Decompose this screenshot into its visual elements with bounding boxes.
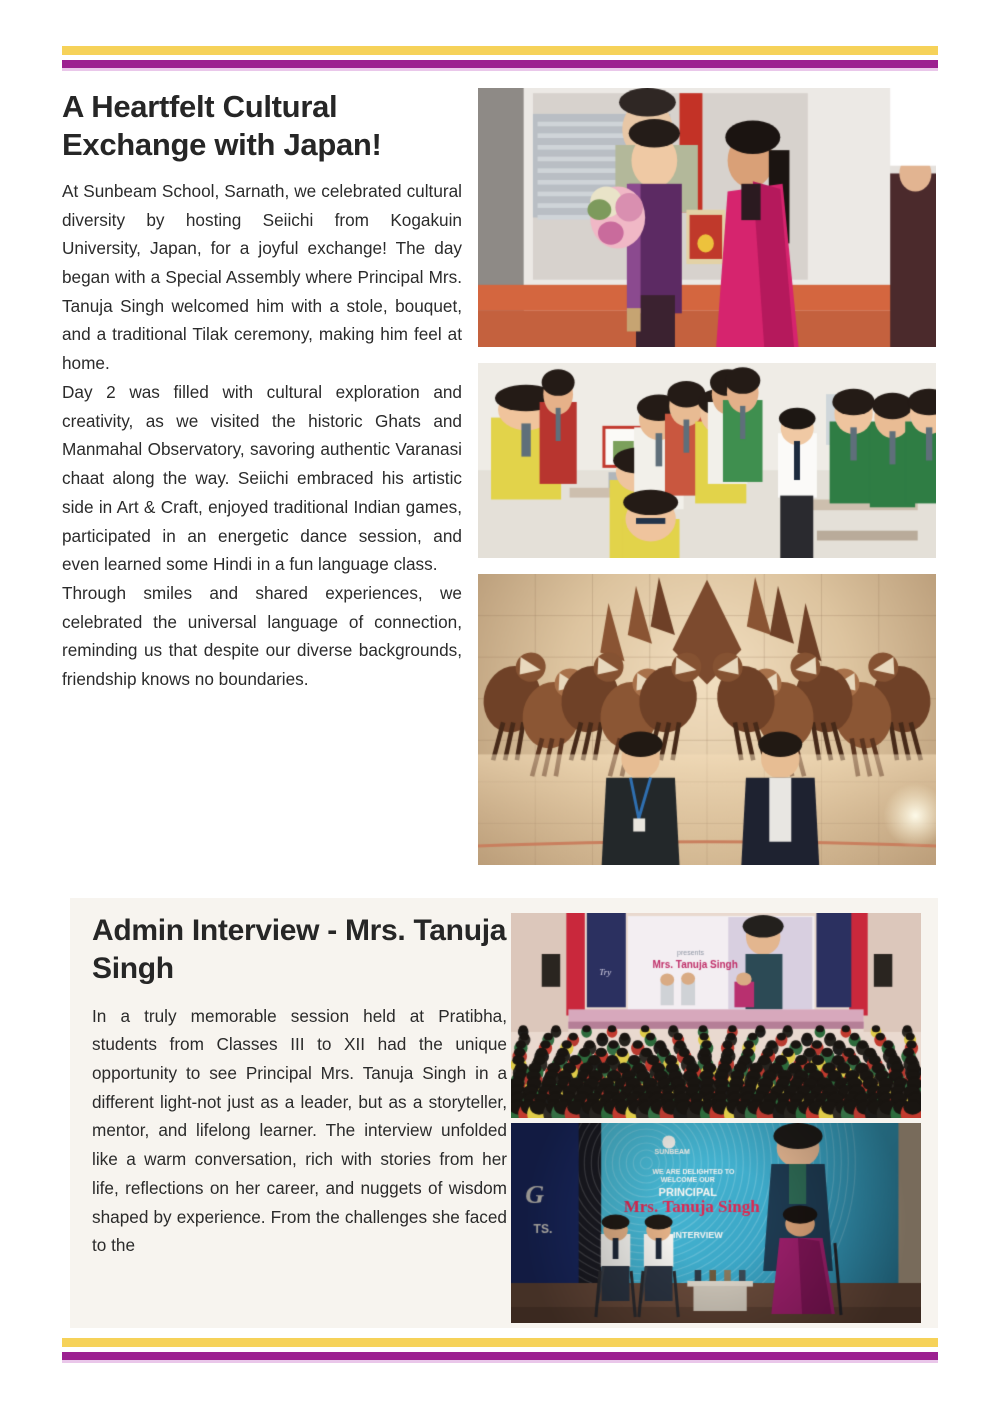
horse-sculpture-photo — [478, 574, 936, 865]
top-decorative-rules — [62, 46, 938, 71]
article-one-headline: A Heartfelt Cultural Exchange with Japan! — [62, 89, 382, 163]
yellow-rule-bottom — [62, 1338, 938, 1347]
article-one-paragraph: At Sunbeam School, Sarnath, we celebrated cultural diversity by hosting Seiichi from Kogakuin University, Japan, for a joyful exchange! The day began with a Special Assembly where Principal Mrs. Tanuja Singh welcomed him with a stole, bouquet, and a traditional Tilak ceremony, making him feel at home. — [62, 180, 462, 374]
article-two-photo-column — [511, 913, 921, 1323]
article-two-paragraph: In a truly memorable session held at Pratibha, students from Classes III to XII had the unique opportunity to see Principal Mrs. Tanuja Singh in a different light-not just as a leader, but as a storyteller, mentor, and lifelong learner. The interview unfolded like a warm conversation, rich with stories from her life, reflections on her career, and nuggets of wisdom shaped by experience. From the challenges she faced to the — [92, 1005, 507, 1256]
article-two-text-column — [92, 912, 507, 1260]
article-one-paragraph: Through smiles and shared experiences, we celebrated the universal language of connection, reminding us that despite our diverse backgrounds, friendship knows no boundaries. — [62, 582, 462, 690]
welcome-ceremony-photo — [478, 88, 936, 347]
article-one-photo-column — [478, 88, 936, 865]
auditorium-audience-photo — [511, 913, 921, 1118]
purple-rule-top — [62, 60, 938, 71]
classroom-visit-photo — [478, 363, 936, 558]
purple-rule-bottom — [62, 1352, 938, 1363]
bottom-decorative-rules — [62, 1338, 938, 1363]
article-one-paragraph: Day 2 was filled with cultural exploration and creativity, as we visited the historic Ghats and Manmahal Observatory, savoring authentic Varanasi chaat along the way. Seiichi embraced his artistic side in Art & Craft, enjoyed traditional Indian games, participated in an energetic dance session, and even learned some Hindi in a fun language class. — [62, 381, 462, 575]
article-cultural-exchange — [0, 88, 1000, 888]
stage-interview-photo — [511, 1123, 921, 1323]
article-two-headline: Admin Interview - Mrs. Tanuja Singh — [92, 914, 507, 985]
article-admin-interview — [70, 898, 938, 1328]
yellow-rule-top — [62, 46, 938, 55]
article-one-text-column — [62, 88, 462, 694]
